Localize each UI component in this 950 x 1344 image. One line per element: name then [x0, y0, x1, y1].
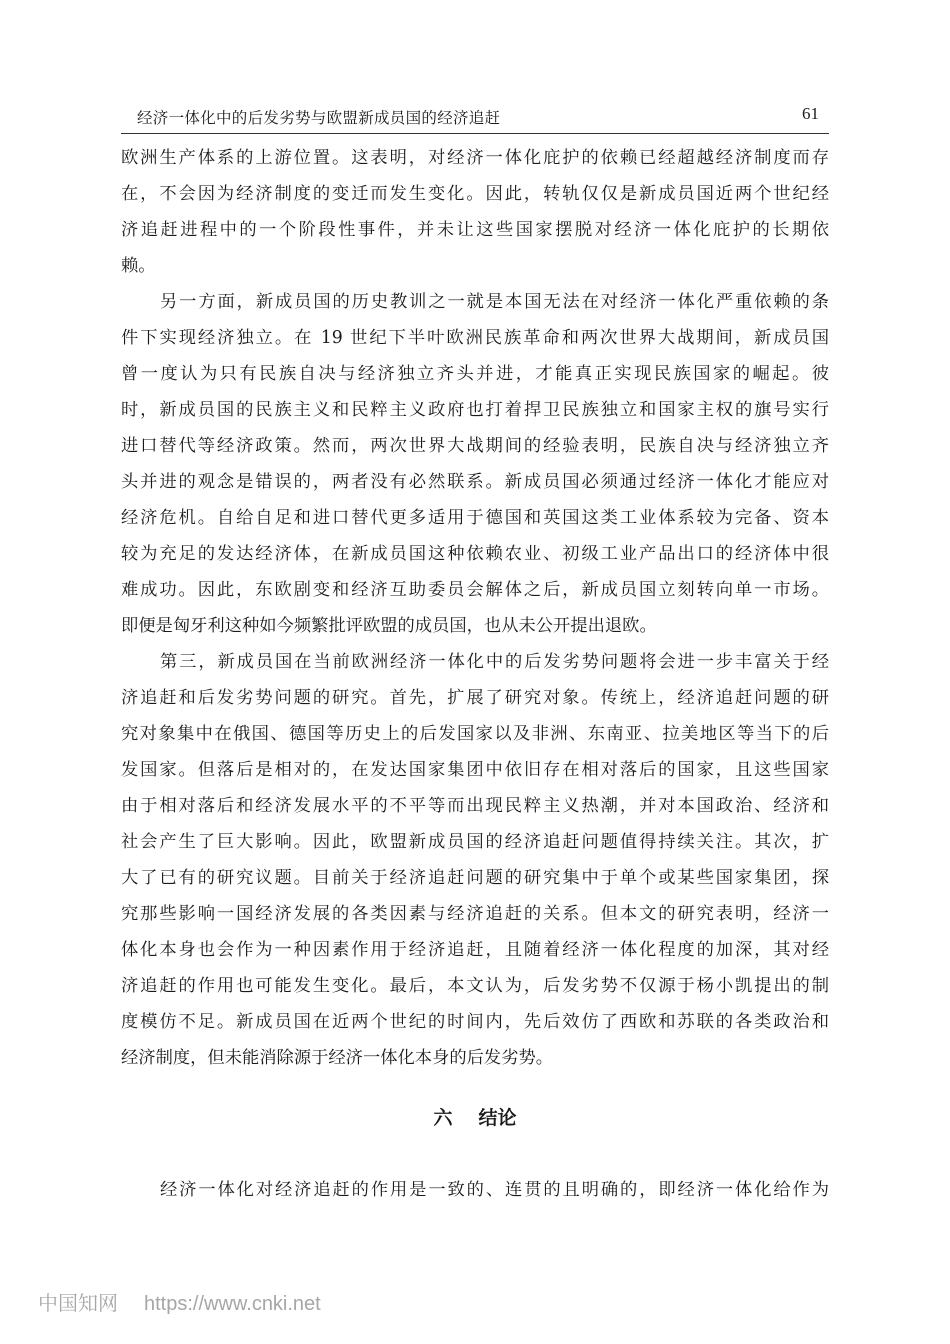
text-line: 欧洲生产体系的上游位置。这表明，对经济一体化庇护的依赖已经超越经济制度而存	[121, 148, 829, 168]
text-line: 头并进的观念是错误的，两者没有必然联系。新成员国必须通过经济一体化才能应对	[121, 472, 829, 492]
text-line: 在，不会因为经济制度的变迁而发生变化。因此，转轨仅仅是新成员国近两个世纪经	[121, 184, 829, 204]
running-header-title: 经济一体化中的后发劣势与欧盟新成员国的经济追赶	[137, 109, 501, 127]
text-line: 即便是匈牙利这种如今频繁批评欧盟的成员国，也从未公开提出退欧。	[121, 616, 657, 636]
text-line: 由于相对落后和经济发展水平的不平等而出现民粹主义热潮，并对本国政治、经济和	[121, 796, 829, 816]
watermark	[38, 1287, 321, 1316]
text-line: 经济危机。自给自足和进口替代更多适用于德国和英国这类工业体系较为完备、资本	[121, 508, 829, 528]
text-line: 究对象集中在俄国、德国等历史上的后发国家以及非洲、东南亚、拉美地区等当下的后	[121, 724, 829, 744]
text-line: 进口替代等经济政策。然而，两次世界大战期间的经验表明，民族自决与经济独立齐	[121, 436, 829, 456]
section-number: 六	[433, 1107, 453, 1129]
text-line: 度模仿不足。新成员国在近两个世纪的时间内，先后效仿了西欧和苏联的各类政治和	[121, 1012, 829, 1032]
section-heading	[121, 1105, 829, 1131]
text-line: 济追赶进程中的一个阶段性事件，并未让这些国家摆脱对经济一体化庇护的长期依	[121, 220, 829, 240]
text-line: 济追赶和后发劣势问题的研究。首先，扩展了研究对象。传统上，经济追赶问题的研	[121, 688, 829, 708]
header-rule	[121, 133, 829, 134]
watermark-url: https://www.cnki.net	[144, 1293, 321, 1315]
text-line: 体化本身也会作为一种因素作用于经济追赶，且随着经济一体化程度的加深，其对经	[121, 940, 829, 960]
text-line: 赖。	[121, 256, 156, 276]
running-header	[121, 104, 829, 130]
text-line: 第三，新成员国在当前欧洲经济一体化中的后发劣势问题将会进一步丰富关于经	[160, 652, 829, 672]
text-line: 大了已有的研究议题。目前关于经济追赶问题的研究集中于单个或某些国家集团，探	[121, 868, 829, 888]
page-number: 61	[802, 104, 819, 123]
text-line: 较为充足的发达经济体，在新成员国这种依赖农业、初级工业产品出口的经济体中很	[121, 544, 829, 564]
text-line: 曾一度认为只有民族自决与经济独立齐头并进，才能真正实现民族国家的崛起。彼	[121, 364, 829, 384]
conclusion-text-line: 经济一体化对经济追赶的作用是一致的、连贯的且明确的，即经济一体化给作为	[160, 1180, 829, 1200]
text-line: 经济制度，但未能消除源于经济一体化本身的后发劣势。	[121, 1048, 554, 1068]
text-line: 难成功。因此，东欧剧变和经济互助委员会解体之后，新成员国立刻转向单一市场。	[121, 580, 829, 600]
text-line: 件下实现经济独立。在 19 世纪下半叶欧洲民族革命和两次世界大战期间，新成员国	[121, 328, 829, 348]
text-line: 济追赶的作用也可能发生变化。最后，本文认为，后发劣势不仅源于杨小凯提出的制	[121, 976, 829, 996]
text-line: 时，新成员国的民族主义和民粹主义政府也打着捍卫民族独立和国家主权的旗号实行	[121, 400, 829, 420]
text-line: 社会产生了巨大影响。因此，欧盟新成员国的经济追赶问题值得持续关注。其次，扩	[121, 832, 829, 852]
section-title: 结论	[478, 1107, 517, 1129]
text-line: 究那些影响一国经济发展的各类因素与经济追赶的关系。但本文的研究表明，经济一	[121, 904, 829, 924]
text-line: 发国家。但落后是相对的，在发达国家集团中依旧存在相对落后的国家，且这些国家	[121, 760, 829, 780]
watermark-site-name: 中国知网	[38, 1291, 118, 1315]
text-line: 另一方面，新成员国的历史教训之一就是本国无法在对经济一体化严重依赖的条	[160, 292, 829, 312]
